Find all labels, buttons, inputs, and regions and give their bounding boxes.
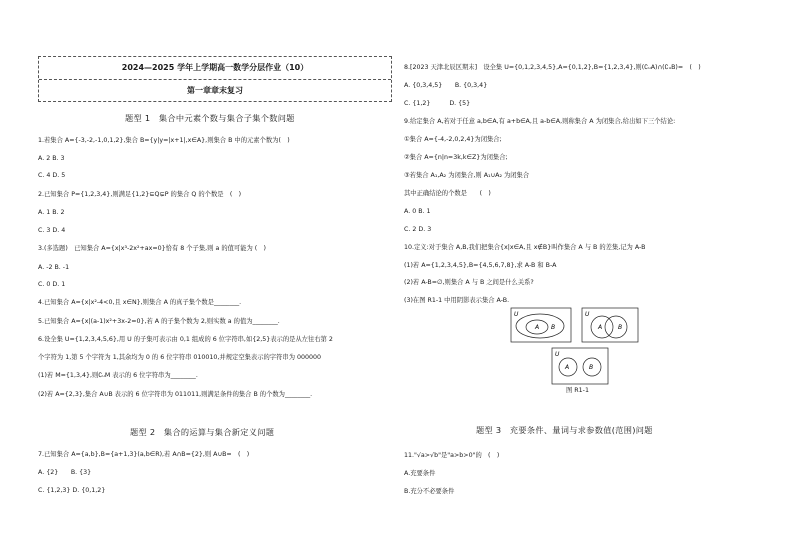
question-7-options-cd: C. {1,2,3} D. {0,1,2} — [38, 487, 106, 494]
venn-2-label-a: A — [598, 324, 603, 331]
question-3-options-ab: A. -2 B. -1 — [38, 264, 70, 271]
venn-1-label-a: A — [535, 324, 540, 331]
question-9-options-cd: C. 2 D. 3 — [404, 226, 432, 233]
question-9-conclusion-2: ②集合 A={n|n=3k,k∈Z}为闭集合; — [404, 154, 508, 161]
section-1-title: 题型 1 集合中元素个数与集合子集个数问题 — [125, 113, 295, 123]
venn-1-label-b: B — [551, 324, 556, 331]
question-2-options-ab: A. 1 B. 2 — [38, 209, 65, 216]
venn-figure — [510, 306, 640, 386]
question-1-options-ab: A. 2 B. 3 — [38, 155, 65, 162]
page-title: 2024—2025 学年上学期高一数学分层作业（10） — [121, 63, 309, 73]
question-7-options-ab: A. {2} B. {3} — [38, 469, 92, 476]
venn-diagram-2 — [582, 308, 638, 342]
question-11-option-a: A.充要条件 — [404, 470, 436, 477]
question-7: 7.已知集合 A={a,b},B={a+1,3}(a,b∈R),若 A∩B={2},则 A∪B= ( ) — [38, 451, 250, 458]
question-9-ask: 其中正确结论的个数是 ( ) — [404, 190, 491, 197]
venn-2-label-u: U — [585, 311, 590, 318]
venn-diagram-1 — [511, 308, 571, 342]
header-banner — [38, 56, 392, 102]
question-9-conclusion-1: ①集合 A={-4,-2,0,2,4}为闭集合; — [404, 136, 502, 143]
section-2-title: 题型 2 集合的运算与集合新定义问题 — [130, 427, 275, 437]
question-6-line-1: 6.设全集 U={1,2,3,4,5,6},用 U 的子集可表示由 0,1 组成的 6 位字符串,如{2,5}表示的是从左往右第 2 — [38, 336, 333, 343]
question-10-part-2: (2)若 A-B=∅,则集合 A 与 B 之间是什么关系? — [404, 279, 534, 286]
question-5: 5.已知集合 A={x|(a-1)x²+3x-2=0},若 A 的子集个数为 2,则实数 a 的值为________. — [38, 318, 280, 325]
page-subtitle: 第一章章末复习 — [39, 79, 391, 101]
venn-3-label-b: B — [589, 364, 594, 371]
venn-diagram-3 — [552, 348, 608, 384]
question-1: 1.若集合 A={-3,-2,-1,0,1,2},集合 B={y|y=|x+1|,x∈A},则集合 B 中的元素个数为( ) — [38, 137, 290, 144]
question-1-options-cd: C. 4 D. 5 — [38, 172, 66, 179]
question-6-part-1: (1)若 M={1,3,4},则∁ᵤM 表示的 6 位字符串为________. — [38, 372, 198, 379]
question-10: 10.定义:对于集合 A,B,我们把集合{x|x∈A,且 x∉B}叫作集合 A 与 B 的差集,记为 A-B — [404, 244, 646, 251]
question-6-line-2: 个字符为 1,第 5 个字符为 1,其余均为 0 的 6 位字符串 010010,并规定空集表示的字符串为 000000 — [38, 354, 322, 361]
section-3-title: 题型 3 充要条件、量词与求参数值(范围)问题 — [476, 425, 653, 435]
venn-3-label-a: A — [565, 364, 570, 371]
question-2: 2.已知集合 P={1,2,3,4},则满足{1,2}⊆Q⊊P 的集合 Q 的个数是 ( ) — [38, 191, 242, 198]
question-9: 9.给定集合 A,若对于任意 a,b∈A,有 a+b∈A,且 a-b∈A,则称集合 A 为闭集合,给出如下三个结论: — [404, 118, 676, 125]
question-4: 4.已知集合 A={x|x²-4<0,且 x∈N},则集合 A 的真子集个数是________. — [38, 299, 242, 306]
question-3-options-cd: C. 0 D. 1 — [38, 281, 66, 288]
venn-2-label-b: B — [618, 324, 623, 331]
question-3: 3.(多选题) 已知集合 A={x|x³-2x²+ax=0}恰有 8 个子集,则 a 的值可能为 ( ) — [38, 245, 267, 252]
question-11-option-b: B.充分不必要条件 — [404, 488, 455, 495]
question-8: 8.[2023 天津北辰区期末] 设全集 U={0,1,2,3,4,5},A={0,1,2},B={1,2,3,4},则(∁ᵤA)∩(∁ᵤB)= ( ) — [404, 64, 701, 71]
question-6-part-2: (2)若 A={2,3},集合 A∪B 表示的 6 位字符串为 011011,则满足条件的集合 B 的个数为________. — [38, 391, 313, 398]
question-8-options-ab: A. {0,3,4,5} B. {0,3,4} — [404, 82, 488, 89]
question-2-options-cd: C. 3 D. 4 — [38, 227, 66, 234]
question-10-part-1: (1)若 A={1,2,3,4,5},B={4,5,6,7,8},求 A-B 和 B-A — [404, 262, 557, 269]
question-9-conclusion-3: ③若集合 A₁,A₂ 为闭集合,则 A₁∪A₂ 为闭集合 — [404, 172, 530, 179]
venn-3-universe-rect — [552, 348, 608, 384]
venn-1-label-u: U — [514, 311, 519, 318]
venn-3-label-u: U — [555, 351, 560, 358]
venn-1-universe-rect — [511, 308, 571, 342]
figure-caption: 图 R1-1 — [566, 387, 589, 394]
question-8-options-cd: C. {1,2} D. {5} — [404, 100, 471, 107]
question-9-options-ab: A. 0 B. 1 — [404, 208, 431, 215]
question-10-part-3: (3)在图 R1-1 中用阴影表示集合 A-B. — [404, 297, 510, 304]
venn-2-universe-rect — [582, 308, 638, 342]
question-11: 11."√a>√b"是"a>b>0"的 ( ) — [404, 452, 500, 459]
